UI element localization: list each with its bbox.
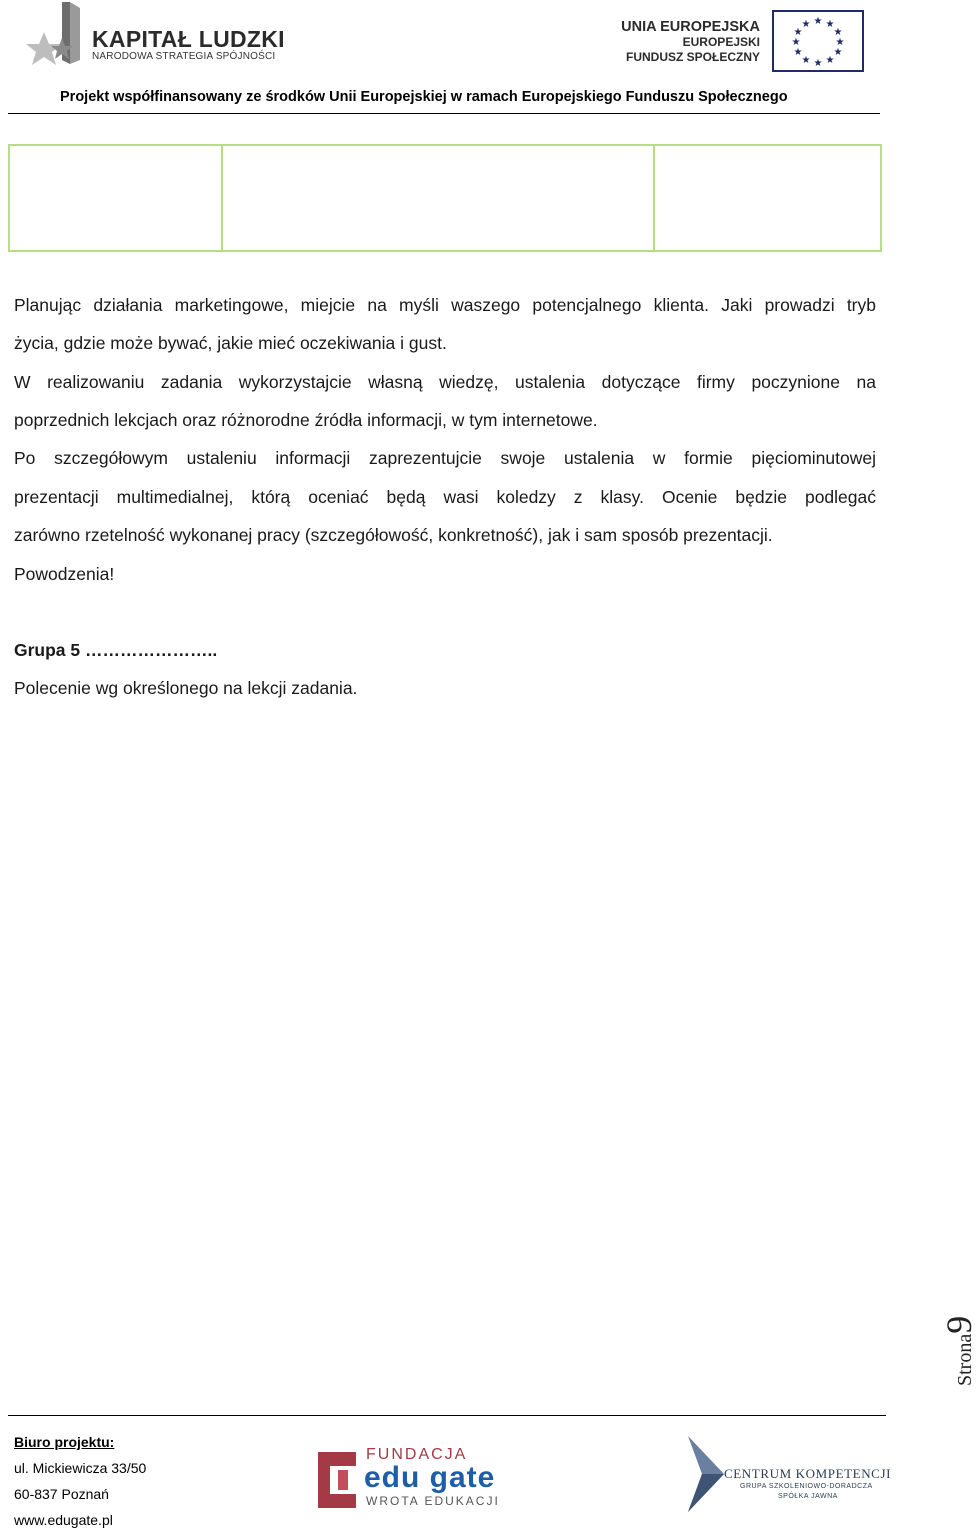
closing-text: Powodzenia! — [14, 564, 115, 584]
edu-gate-logo-icon — [318, 1448, 366, 1508]
svg-text:★: ★ — [801, 55, 811, 66]
svg-text:★: ★ — [801, 19, 811, 30]
table-column-divider — [653, 146, 655, 250]
eu-logo-line3: FUNDUSZ SPOŁECZNY — [625, 50, 760, 64]
footer-address-street: ul. Mickiewicza 33/50 — [14, 1460, 147, 1476]
svg-text:★: ★ — [825, 19, 835, 30]
eu-flag-icon — [772, 10, 864, 72]
kapital-ludzki-subtitle: NARODOWA STRATEGIA SPÓJNOŚCI — [92, 51, 276, 62]
paragraph-2-line-1: W realizowaniu zadania wykorzystajcie własną wiedzę, ustalenia dotyczące firmy poczynione na — [14, 372, 876, 392]
edu-gate-line1: FUNDACJA — [366, 1446, 468, 1463]
edu-gate-line2: edu gate — [364, 1461, 496, 1494]
page-number: 9 — [939, 1315, 979, 1334]
paragraph-3-line-1: Po szczegółowym ustaleniu informacji zaprezentujcie swoje ustalenia w formie pięciominutowej — [14, 448, 876, 468]
footer-website-link[interactable]: www.edugate.pl — [14, 1512, 113, 1528]
paragraph-3-line-3: zarówno rzetelność wykonanej pracy (szczegółowość, konkretność), jak i sam sposób prezentacji. — [14, 525, 773, 545]
page-number-label — [938, 1316, 980, 1386]
paragraph-1-line-2: życia, gdzie może bywać, jakie mieć oczekiwania i gust. — [14, 333, 447, 353]
edu-gate-line3: WROTA EDUKACJI — [366, 1494, 500, 1508]
centrum-kompetencji-line3: SPÓŁKA JAWNA — [778, 1493, 838, 1500]
svg-text:★: ★ — [825, 55, 835, 66]
svg-text:★: ★ — [813, 58, 823, 69]
project-cofinancing-line: Projekt współfinansowany ze środków Unii Europejskiej w ramach Europejskiego Funduszu Społecznego — [60, 89, 788, 105]
footer-divider — [8, 1415, 886, 1416]
svg-text:★: ★ — [813, 16, 823, 27]
footer-heading: Biuro projektu: — [14, 1434, 115, 1450]
group-heading: Grupa 5 ………………….. — [14, 640, 218, 660]
page-label-word: Strona — [954, 1333, 976, 1386]
svg-text:★: ★ — [833, 27, 843, 38]
header-divider — [8, 113, 880, 114]
paragraph-3-line-2: prezentacji multimedialnej, którą oceniać będą wasi koledzy z klasy. Ocenie będzie podlegać — [14, 487, 876, 507]
paragraph-1-line-1: Planując działania marketingowe, miejcie na myśli waszego potencjalnego klienta. Jaki prowadzi tryb — [14, 295, 876, 315]
kapital-ludzki-title: KAPITAŁ LUDZKI — [92, 26, 285, 52]
svg-text:★: ★ — [791, 37, 801, 48]
eu-logo-text — [621, 20, 760, 65]
table-column-divider — [221, 146, 223, 250]
centrum-kompetencji-line1: CENTRUM KOMPETENCJI — [724, 1466, 892, 1481]
empty-table — [8, 144, 882, 252]
paragraph-2-line-2: poprzednich lekcjach oraz różnorodne źródła informacji, w tym internetowe. — [14, 410, 598, 430]
instruction-text: Polecenie wg określonego na lekcji zadania. — [14, 678, 358, 698]
eu-logo-line2: EUROPEJSKI — [682, 35, 760, 49]
svg-text:★: ★ — [833, 47, 843, 58]
svg-text:★: ★ — [793, 27, 803, 38]
eu-logo-line1: UNIA EUROPEJSKA — [621, 19, 760, 35]
svg-text:★: ★ — [793, 47, 803, 58]
centrum-kompetencji-line2: GRUPA SZKOLENIOWO-DORADCZA — [740, 1483, 873, 1490]
footer-address-city: 60-837 Poznań — [14, 1486, 109, 1502]
kapital-ludzki-logo-icon — [22, 2, 80, 78]
svg-text:★: ★ — [835, 37, 845, 48]
centrum-kompetencji-logo-icon — [684, 1436, 728, 1512]
